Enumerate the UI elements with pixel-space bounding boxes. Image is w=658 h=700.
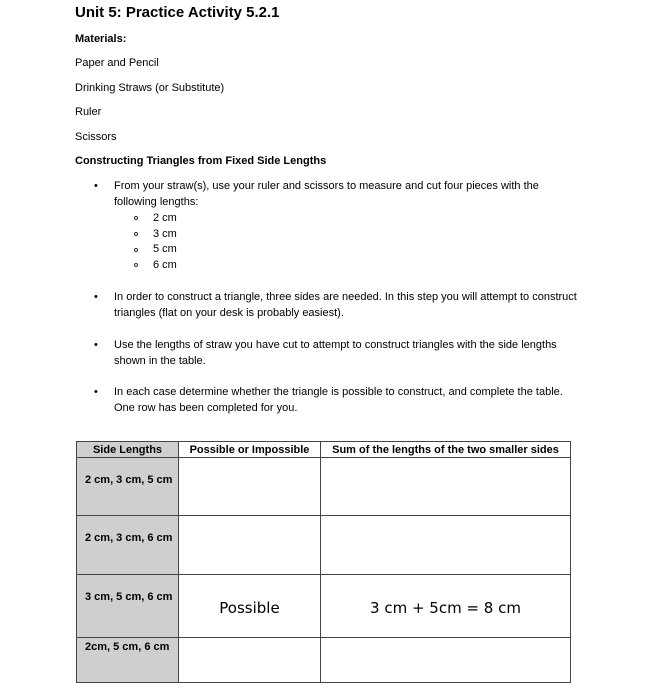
material-item: Paper and Pencil xyxy=(75,57,159,69)
side-lengths-cell: 2cm, 5 cm, 6 cm xyxy=(77,638,179,683)
material-item: Drinking Straws (or Substitute) xyxy=(75,82,225,94)
bullet-text: Use the lengths of straw you have cut to attempt to construct triangles with the side lengths xyxy=(114,339,557,351)
section-heading: Constructing Triangles from Fixed Side Lengths xyxy=(75,155,327,167)
possible-value: Possible xyxy=(219,598,280,617)
possible-cell[interactable] xyxy=(179,575,321,638)
bullet-text: triangles (flat on your desk is probably easiest). xyxy=(114,307,344,319)
material-item: Ruler xyxy=(75,106,102,118)
possible-cell[interactable] xyxy=(179,638,321,683)
side-lengths-cell: 2 cm, 3 cm, 5 cm xyxy=(77,458,179,516)
bullet-text: shown in the table. xyxy=(114,355,206,367)
sum-value xyxy=(321,485,570,488)
side-lengths-cell: 2 cm, 3 cm, 6 cm xyxy=(77,516,179,575)
bullet-text: In each case determine whether the triangle is possible to construct, and complete the table. xyxy=(114,386,563,398)
page-title: Unit 5: Practice Activity 5.2.1 xyxy=(75,4,280,21)
bullet-dot-icon: • xyxy=(94,339,98,351)
sum-cell[interactable] xyxy=(321,516,571,575)
sub-list-item: 2 cm xyxy=(153,212,177,224)
possible-value xyxy=(179,659,320,662)
table-row xyxy=(77,458,571,516)
hollow-bullet-icon xyxy=(134,216,138,220)
sum-value xyxy=(321,659,570,662)
table-row xyxy=(77,516,571,575)
bullet-text: From your straw(s), use your ruler and scissors to measure and cut four pieces with the xyxy=(114,180,539,192)
sub-list-item: 3 cm xyxy=(153,228,177,240)
material-item: Scissors xyxy=(75,131,117,143)
sum-cell[interactable] xyxy=(321,638,571,683)
bullet-text: In order to construct a triangle, three sides are needed. In this step you will attempt to construct xyxy=(114,291,577,303)
bullet-dot-icon: • xyxy=(94,180,98,192)
table-row xyxy=(77,638,571,683)
sum-value: 3 cm + 5cm = 8 cm xyxy=(370,598,521,617)
bullet-text: One row has been completed for you. xyxy=(114,402,298,414)
materials-heading: Materials: xyxy=(75,33,127,45)
possible-cell[interactable] xyxy=(179,516,321,575)
header-sum: Sum of the lengths of the two smaller sides xyxy=(321,442,571,458)
possible-value xyxy=(179,544,320,547)
table-row xyxy=(77,575,571,638)
possible-cell[interactable] xyxy=(179,458,321,516)
triangle-table xyxy=(76,441,571,683)
bullet-text: following lengths: xyxy=(114,196,199,208)
sum-cell[interactable] xyxy=(321,458,571,516)
sum-value xyxy=(321,544,570,547)
possible-value xyxy=(179,485,320,488)
bullet-dot-icon: • xyxy=(94,291,98,303)
hollow-bullet-icon xyxy=(134,232,138,236)
table-header-row xyxy=(77,442,571,458)
side-lengths-cell: 3 cm, 5 cm, 6 cm xyxy=(77,575,179,638)
hollow-bullet-icon xyxy=(134,248,138,252)
header-possible: Possible or Impossible xyxy=(179,442,321,458)
header-side-lengths: Side Lengths xyxy=(77,442,179,458)
bullet-dot-icon: • xyxy=(94,386,98,398)
sub-list-item: 6 cm xyxy=(153,259,177,271)
sum-cell[interactable] xyxy=(321,575,571,638)
sub-list-item: 5 cm xyxy=(153,243,177,255)
hollow-bullet-icon xyxy=(134,263,138,267)
